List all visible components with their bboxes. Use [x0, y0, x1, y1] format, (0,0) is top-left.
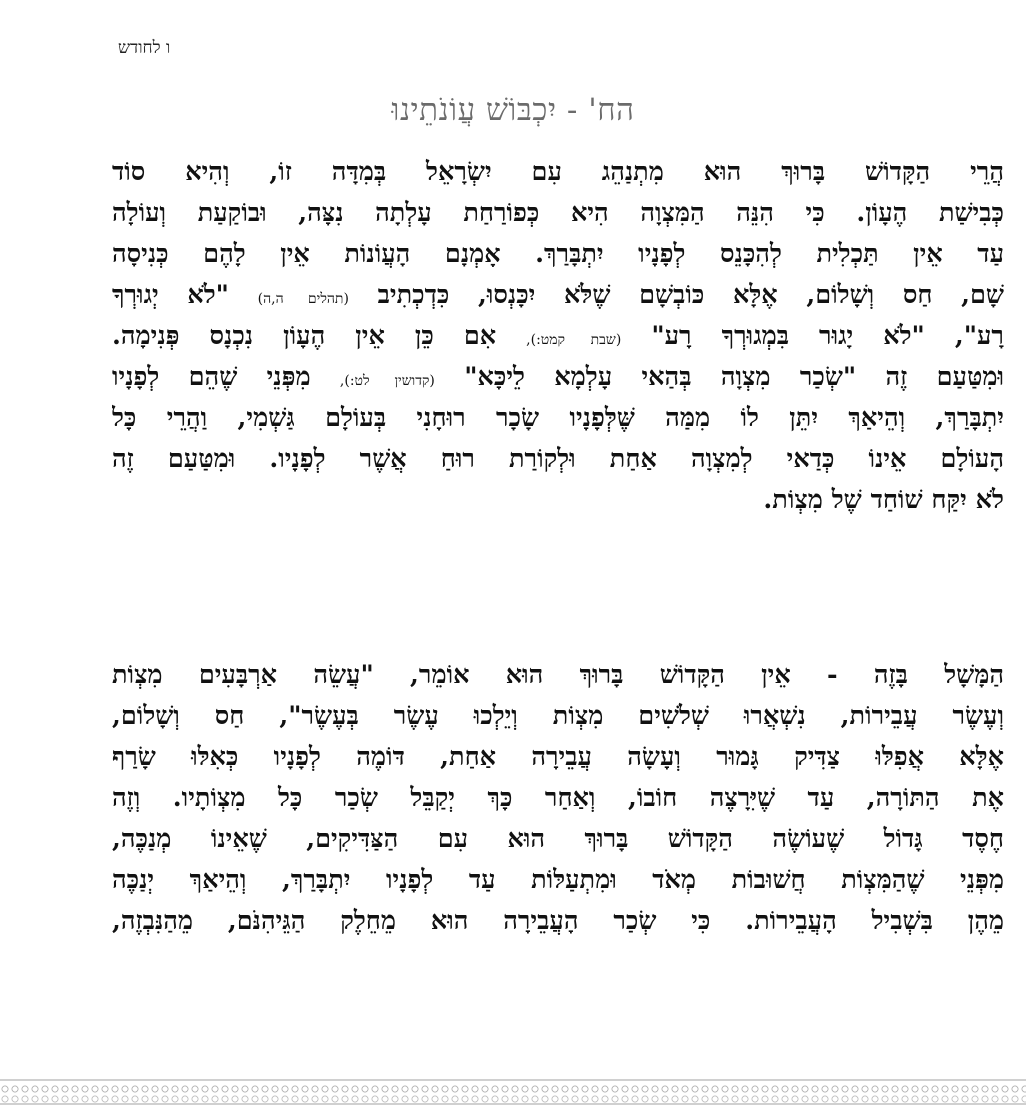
text-line: מִפְּנֵי שֶׁהַמִּצְוֹת חֲשׁוּבוֹת מְאֹד וּמִתְעַלּוֹת עַד לְפָנָיו יִתְבָּרַךְ, וְהֵיאַךְ יְנַכֶּה: [112, 865, 1004, 895]
text-segment: "לֹא יְגוּרְךָ: [112, 280, 229, 310]
text-line: עַד אֵין תַּכְלִית לְהִכָּנֵס לְפָנָיו יִתְבָּרַךְ. אָמְנָם הָעֲוֹנוֹת אֵין לָהֶם כְּנִיסָה: [112, 239, 1004, 269]
text-line: [112, 357, 1004, 398]
source-reference: (שבת קמט:),: [526, 332, 622, 348]
text-line: הָעוֹלָם אֵינוֹ כְּדַאי לְמִצְוָה אַחַת וּלְקוֹרַת רוּחַ אֲשֶׁר לְפָנָיו. וּמִטַּעַם זֶה: [112, 444, 1004, 474]
text-line: אֶת הַתּוֹרָה, עַד שֶׁיִּרָצֶה חוֹבוֹ, וְאַחַר כָּךְ יְקַבֵּל שְׂכַר כָּל מִצְוֹתָיו. וְזֶה: [112, 783, 1004, 813]
text-line: לֹא יִקַּח שׁוֹחַד שֶׁל מִצְוֹת.: [763, 485, 1004, 515]
text-line: הֲרֵי הַקָּדוֹשׁ בָּרוּךְ הוּא מִתְנַהֵג עִם יִשְׂרָאֵל בְּמִדָּה זוֹ, וְהִיא סוֹד: [112, 157, 1004, 187]
text-line: וְעֶשֶׂר עֲבֵירוֹת, נִשְׁאֲרוּ שְׁלֹשִׁים מִצְוֹת וְיֵלְכוּ עֶשֶׂר בְּעֶשֶׂר", חַס וְשָׁלוֹם,: [112, 701, 1004, 731]
decorative-footer-border: [0, 1079, 1026, 1105]
running-header: ו לחודש: [118, 38, 171, 58]
text-line: מֵהֶן בִּשְׁבִיל הָעֲבֵירוֹת. כִּי שְׂכַר הָעֲבֵירָה הוּא מֵחֵלֶק הַגֵּיהִנֹּם, מֵהַנִּבְזֶה,: [112, 906, 1004, 936]
text-segment: רָע", "לֹא יָגוּר בִּמְגוּרְךָ רָע": [651, 321, 1004, 351]
text-line: חֶסֶד גָּדוֹל שֶׁעוֹשֶׂה הַקָּדוֹשׁ בָּרוּךְ הוּא עִם הַצַּדִּיקִים, שֶׁאֵינוֹ מְנַכֶּה,: [112, 824, 1004, 854]
text-segment: שָׁם, חַס וְשָׁלוֹם, אֶלָּא כּוֹבְשָׁם שֶׁלֹּא יִכָּנְסוּ, כִּדְכְתִיב: [377, 280, 1004, 310]
text-line: [112, 316, 1004, 357]
text-segment: וּמִטַּעַם זֶה "שְׂכַר מִצְוָה בְּהַאי עָלְמָא לֵיכָּא": [464, 362, 1004, 392]
text-line: יִתְבָּרַךְ, וְהֵיאַךְ יִתֵּן לוֹ מִמַּה שֶּׁלְּפָנָיו שָׂכָר רוּחָנִי בְּעוֹלָם גַּשְׁמִי, וַהֲרֵי כָּל: [112, 403, 1004, 433]
text-line: כְּבִישַׁת הֶעָוֹן. כִּי הִנֵּה הַמִּצְוָה הִיא כְּפוֹרַחַת עָלְתָה נִצָּה, וּבוֹקַעַת וְעוֹלָה: [112, 198, 1004, 228]
chapter-title: הח' - יִכְבּוֹשׁ עֲוֹנֹתֵינוּ: [391, 92, 635, 128]
source-reference: (קדושין לט:),: [339, 373, 435, 389]
source-reference: (תהלים ה,ה): [257, 291, 349, 307]
text-line: אֶלָּא אֲפִלּוּ צַדִּיק גָּמוּר וְעָשָׂה עֲבֵירָה אַחַת, דּוֹמֶה לְפָנָיו כְּאִלּוּ שָׂרַף: [112, 742, 1004, 772]
paragraph-2: [112, 655, 1004, 942]
paragraph-1: [112, 152, 1004, 521]
text-segment: אִם כֵּן אֵין הֶעָוֹן נִכְנָס פְּנִימָה.: [112, 321, 497, 351]
text-segment: מִפְּנֵי שֶׁהֵם לְפָנָיו: [112, 362, 311, 392]
text-line: הַמָּשָׁל בָּזֶה - אֵין הַקָּדוֹשׁ בָּרוּךְ הוּא אוֹמֵר, "עֲשֵׂה אַרְבָּעִים מִצְוֹת: [112, 660, 1004, 690]
text-line: [112, 275, 1004, 316]
